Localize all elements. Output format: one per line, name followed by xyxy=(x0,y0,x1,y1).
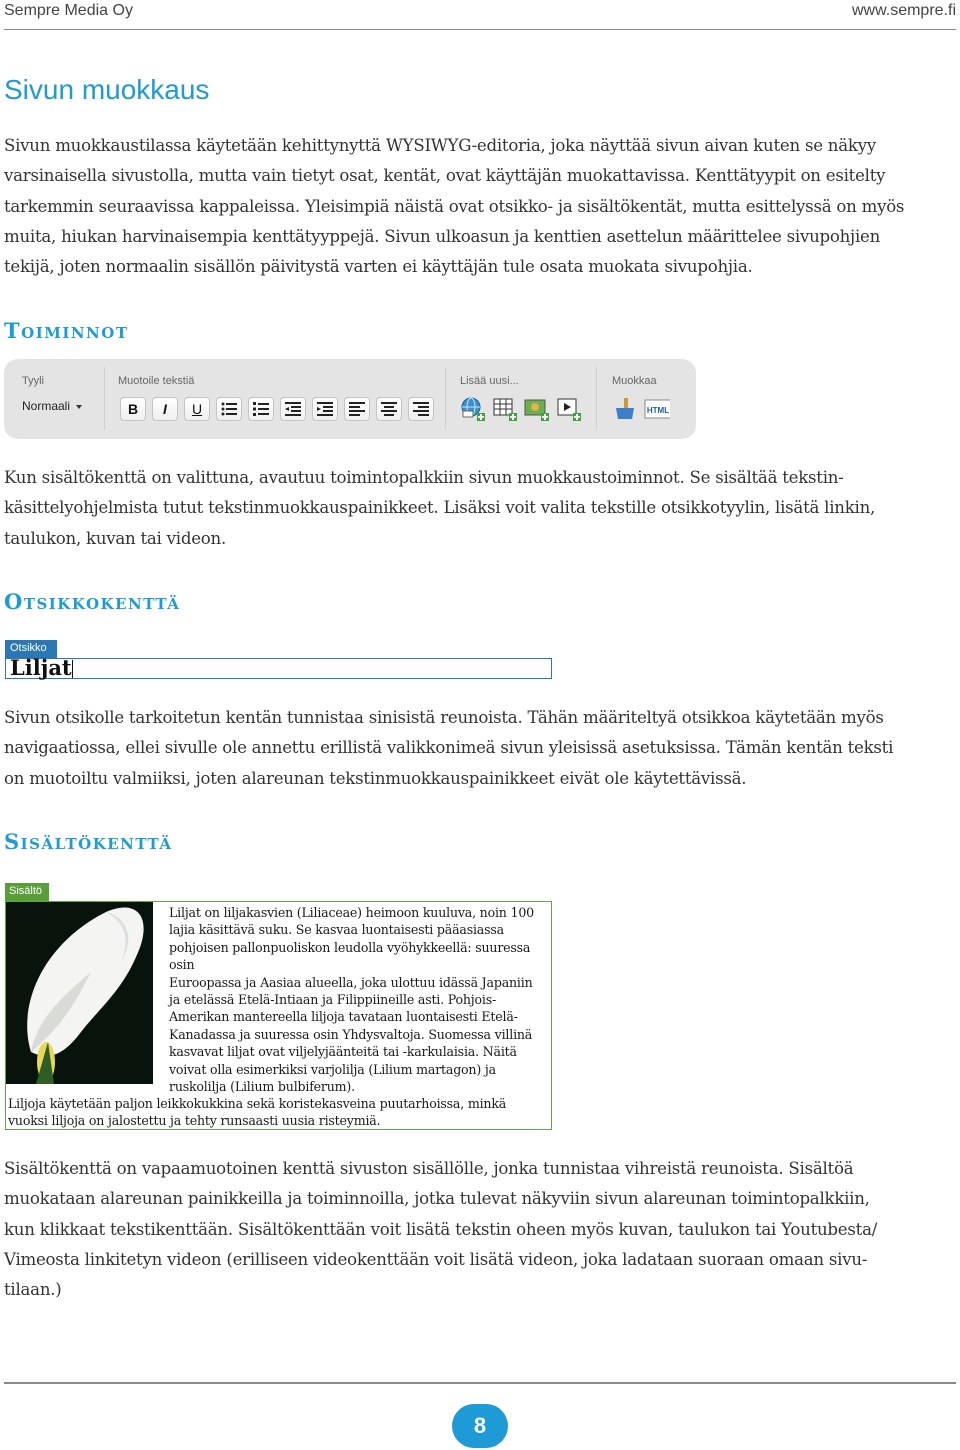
cleanup-button[interactable] xyxy=(612,397,638,421)
image-icon xyxy=(524,396,550,422)
text-cursor xyxy=(72,660,73,678)
text-line: käsittelyohjelmista tutut tekstinmuokkauspainikkeet. Lisäksi voit valita tekstille otsikkotyylin, lisätä linkin, xyxy=(4,498,876,518)
html-source-button[interactable] xyxy=(644,397,670,421)
section-heading-sisaltokentta: Sisältökenttä xyxy=(4,829,173,854)
text-line: kun klikkaat tekstikenttään. Sisältökenttään voit lisätä tekstin oheen myös kuvan, taulukon tai Youtubesta/ xyxy=(4,1219,878,1239)
text-line: Liljoja käytetään paljon leikkokukkina sekä koristekasveina puutarhoissa, minkä xyxy=(8,1096,507,1111)
align-center-button[interactable] xyxy=(376,397,402,421)
underline-button[interactable]: U xyxy=(184,397,210,421)
text-line: ja etelässä Etelä-Intiaan ja Filippiineille asti. Pohjois- xyxy=(169,992,497,1008)
otsikkokentta-paragraph xyxy=(4,703,954,794)
toolbar-separator xyxy=(104,367,105,429)
outdent-button[interactable] xyxy=(280,397,306,421)
bold-button[interactable]: B xyxy=(120,397,146,421)
text-line: voivat olla esimerkiksi varjolilja (Lilium martagon) ja xyxy=(169,1061,496,1077)
intro-paragraph xyxy=(4,131,954,282)
text-line: Kanadassa ja suuressa osin Yhdysvaltoja. Suomessa villinä xyxy=(169,1026,533,1042)
broom-icon xyxy=(612,396,638,422)
title-field-tag: Otsikko xyxy=(5,640,57,658)
footer-divider xyxy=(4,1382,956,1384)
text-line: Vimeosta linkitetyn videon (erilliseen videokenttään voit lisätä videon, joka ladataan suoraan omaan sivu- xyxy=(4,1249,868,1269)
lily-image xyxy=(6,902,153,1084)
text-line: muokataan alareunan painikkeilla ja toiminnoilla, jotka tulevat näkyviin sivun alareunan toimintopalkkiin, xyxy=(4,1189,870,1209)
video-icon xyxy=(556,396,582,422)
text-line: lajia käsittävä suku. Se kasvaa luontaisesti pääasiassa xyxy=(169,922,504,938)
align-left-button[interactable] xyxy=(344,397,370,421)
title-field-value: Liljat xyxy=(10,655,72,680)
style-select-value: Normaali xyxy=(22,399,71,413)
html-icon xyxy=(644,398,670,420)
content-field-tag: Sisältö xyxy=(5,883,49,901)
text-line: navigaatiossa, ellei sivulle ole annettu erillistä valikkonimeä sivun yleisissä asetuksissa. Tämän kentän teksti xyxy=(4,738,894,758)
bullet-list-button[interactable] xyxy=(216,397,242,421)
editor-toolbar xyxy=(4,359,696,439)
numbered-list-button[interactable] xyxy=(248,397,274,421)
table-icon xyxy=(492,396,518,422)
outdent-icon xyxy=(285,402,301,416)
text-line: taulukon, kuvan tai videon. xyxy=(4,528,226,548)
sisaltokentta-paragraph xyxy=(4,1154,954,1305)
text-line: vuoksi liljoja on jalostettu ja tehty runsaasti uusia risteymiä. xyxy=(8,1113,381,1129)
text-line: Amerikan mantereella liljoja tavataan luontaisesti Etelä- xyxy=(169,1009,518,1025)
page-number-badge: 8 xyxy=(452,1404,508,1448)
text-line: Liljat on liljakasvien (Liliaceae) heimoon kuuluva, noin 100 xyxy=(169,905,534,920)
text-line: Sivun muokkaustilassa käytetään kehittynyttä WYSIWYG-editoria, joka näyttää sivun aivan kuten se näkyy xyxy=(4,136,876,155)
section-heading-otsikkokentta: Otsikkokenttä xyxy=(4,589,181,614)
content-field-text-below xyxy=(8,1095,553,1130)
text-line: Sivun otsikolle tarkoitetun kentän tunnistaa sinisistä reunoista. Tähän määriteltyä otsikkoa käytetään myös xyxy=(4,708,884,727)
text-line: ruskolilja (Lilium bulbiferum). xyxy=(169,1079,355,1095)
toolbar-group-label-insert: Lisää uusi... xyxy=(460,375,519,387)
text-line: tarkemmin seuraavissa kappaleissa. Yleisimpiä näistä ovat otsikko- ja sisältökentät, mutta esittelyssä on myös xyxy=(4,196,905,216)
svg-text:HTML: HTML xyxy=(646,406,670,415)
align-left-icon xyxy=(349,402,365,416)
content-field-text xyxy=(169,904,554,1095)
toolbar-separator xyxy=(596,367,597,429)
text-line: on muotoiltu valmiiksi, joten alareunan tekstinmuokkauspainikkeet eivät ole käytettävissä. xyxy=(4,768,747,788)
section-heading-toiminnot: Toiminnot xyxy=(4,318,129,343)
text-line: Euroopassa ja Aasiaa alueella, joka ulottuu idässä Japaniin xyxy=(169,974,533,990)
text-line: kasvavat liljat ovat viljelyjäänteitä tai -karkulaisia. Näitä xyxy=(169,1044,517,1060)
insert-video-button[interactable] xyxy=(556,397,582,421)
toolbar-group-label-format: Muotoile tekstiä xyxy=(118,375,195,387)
insert-table-button[interactable] xyxy=(492,397,518,421)
insert-image-button[interactable] xyxy=(524,397,550,421)
text-line: muita, hiukan harvinaisempia kenttätyyppejä. Sivun ulkoasun ja kenttien asettelun määrittelee sivupohjien xyxy=(4,226,881,246)
indent-button[interactable] xyxy=(312,397,338,421)
toiminnot-paragraph xyxy=(4,463,954,554)
title-field[interactable] xyxy=(5,655,552,680)
toolbar-group-label-style: Tyyli xyxy=(22,375,44,387)
link-globe-icon xyxy=(460,396,486,422)
text-line: pohjoisen pallonpuoliskon leudolla vyöhykkeellä: suuressa osin xyxy=(169,939,531,973)
page-title: Sivun muokkaus xyxy=(4,74,210,105)
website-url[interactable]: www.sempre.fi xyxy=(851,2,956,19)
text-line: tilaan.) xyxy=(4,1280,62,1300)
indent-icon xyxy=(317,402,333,416)
chevron-down-icon xyxy=(76,405,82,409)
company-name: Sempre Media Oy xyxy=(4,2,133,19)
align-right-button[interactable] xyxy=(408,397,434,421)
page-header xyxy=(4,0,956,30)
toolbar-separator xyxy=(445,367,446,429)
numbered-list-icon xyxy=(253,402,269,416)
text-line: Kun sisältökenttä on valittuna, avautuu toimintopalkkiin sivun muokkaustoiminnot. Se sisältää tekstin- xyxy=(4,468,844,487)
text-line: varsinaisella sivustolla, mutta vain tietyt osat, kentät, ovat käyttäjän muokattavissa. Kenttätyypit on esitelty xyxy=(4,166,886,186)
bullet-list-icon xyxy=(221,402,237,416)
content-field[interactable] xyxy=(5,901,552,1130)
text-line: tekijä, joten normaalin sisällön päivitystä varten ei käyttäjän tule osata muokata sivupohjia. xyxy=(4,257,753,277)
italic-button[interactable]: I xyxy=(152,397,178,421)
text-line: Sisältökenttä on vapaamuotoinen kenttä sivuston sisällölle, jonka tunnistaa vihreistä reunoista. Sisältöä xyxy=(4,1159,854,1178)
align-center-icon xyxy=(381,402,397,416)
style-select[interactable] xyxy=(22,399,82,413)
insert-link-button[interactable] xyxy=(460,397,486,421)
toolbar-group-label-edit: Muokkaa xyxy=(612,375,657,387)
align-right-icon xyxy=(413,402,429,416)
